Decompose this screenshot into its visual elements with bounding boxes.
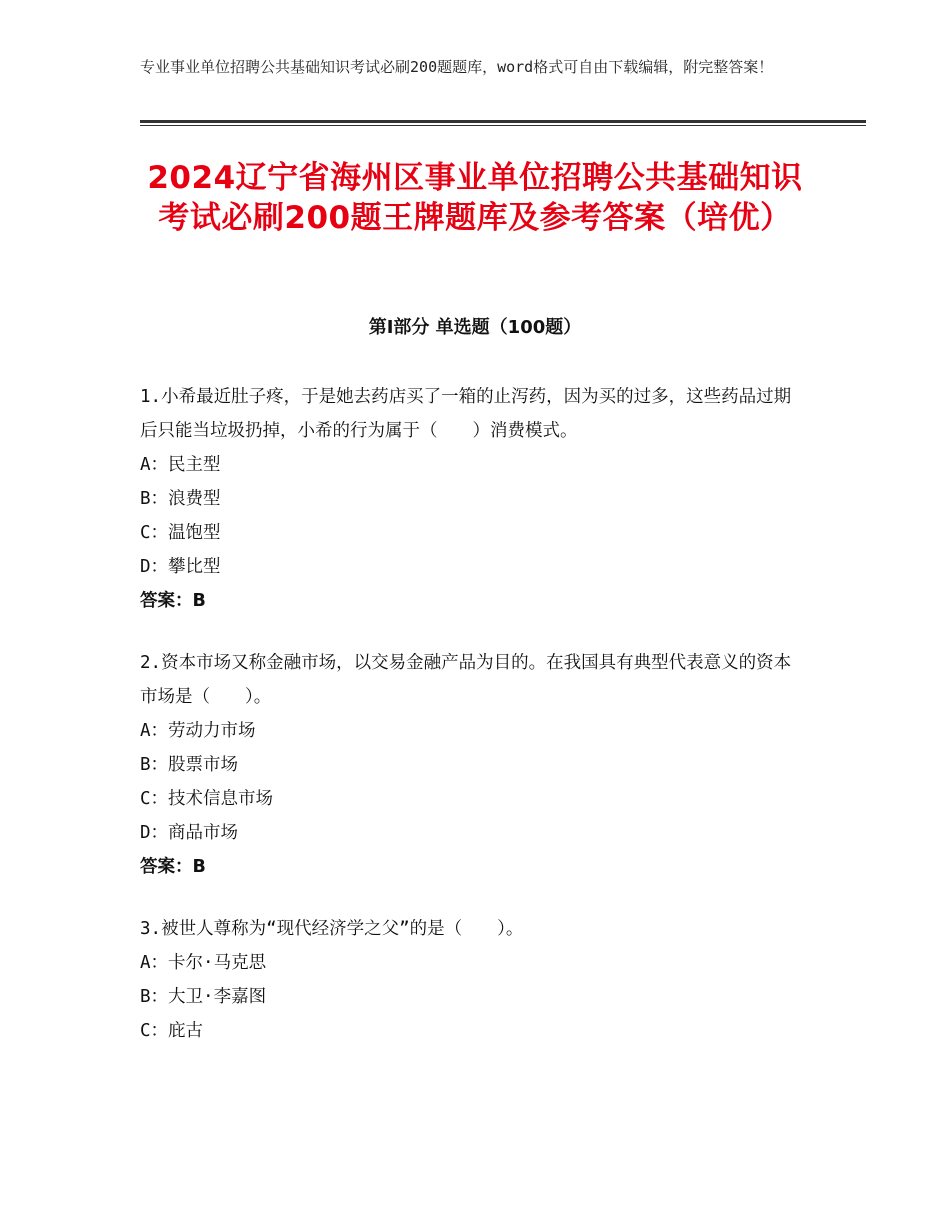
option-a: A：卡尔·马克思 [140, 953, 267, 973]
question-stem: 3.被世人尊称为“现代经济学之父”的是（ ）。 [140, 919, 524, 939]
option-a: A：劳动力市场 [140, 721, 256, 741]
header-divider-thick [140, 120, 866, 123]
option-c: C：庇古 [140, 1021, 204, 1041]
option-c: C：温饱型 [140, 523, 221, 543]
document-title: 2024辽宁省海州区事业单位招聘公共基础知识考试必刷200题王牌题库及参考答案（培优） [147, 160, 803, 236]
header-note: 专业事业单位招聘公共基础知识考试必刷200题题库，word格式可自由下载编辑，附完整答案！ [140, 58, 774, 76]
option-b: B：大卫·李嘉图 [140, 987, 267, 1007]
question-2 [140, 646, 800, 884]
answer: 答案：B [140, 857, 206, 877]
option-b: B：浪费型 [140, 489, 221, 509]
option-d: D：商品市场 [140, 823, 239, 843]
question-stem: 1.小希最近肚子疼，于是她去药店买了一箱的止泻药，因为买的过多，这些药品过期后只能当垃圾扔掉，小希的行为属于（ ）消费模式。 [140, 387, 792, 441]
option-b: B：股票市场 [140, 755, 239, 775]
option-d: D：攀比型 [140, 557, 221, 577]
section-heading: 第Ⅰ部分 单选题（100题） [368, 317, 582, 338]
question-stem: 2.资本市场又称金融市场，以交易金融产品为目的。在我国具有典型代表意义的资本市场是（ ）。 [140, 653, 792, 707]
question-3 [140, 912, 800, 1048]
answer: 答案：B [140, 591, 206, 611]
option-c: C：技术信息市场 [140, 789, 274, 809]
header-divider-thin [140, 125, 866, 126]
question-1 [140, 380, 800, 618]
option-a: A：民主型 [140, 455, 221, 475]
question-list [140, 380, 800, 1076]
